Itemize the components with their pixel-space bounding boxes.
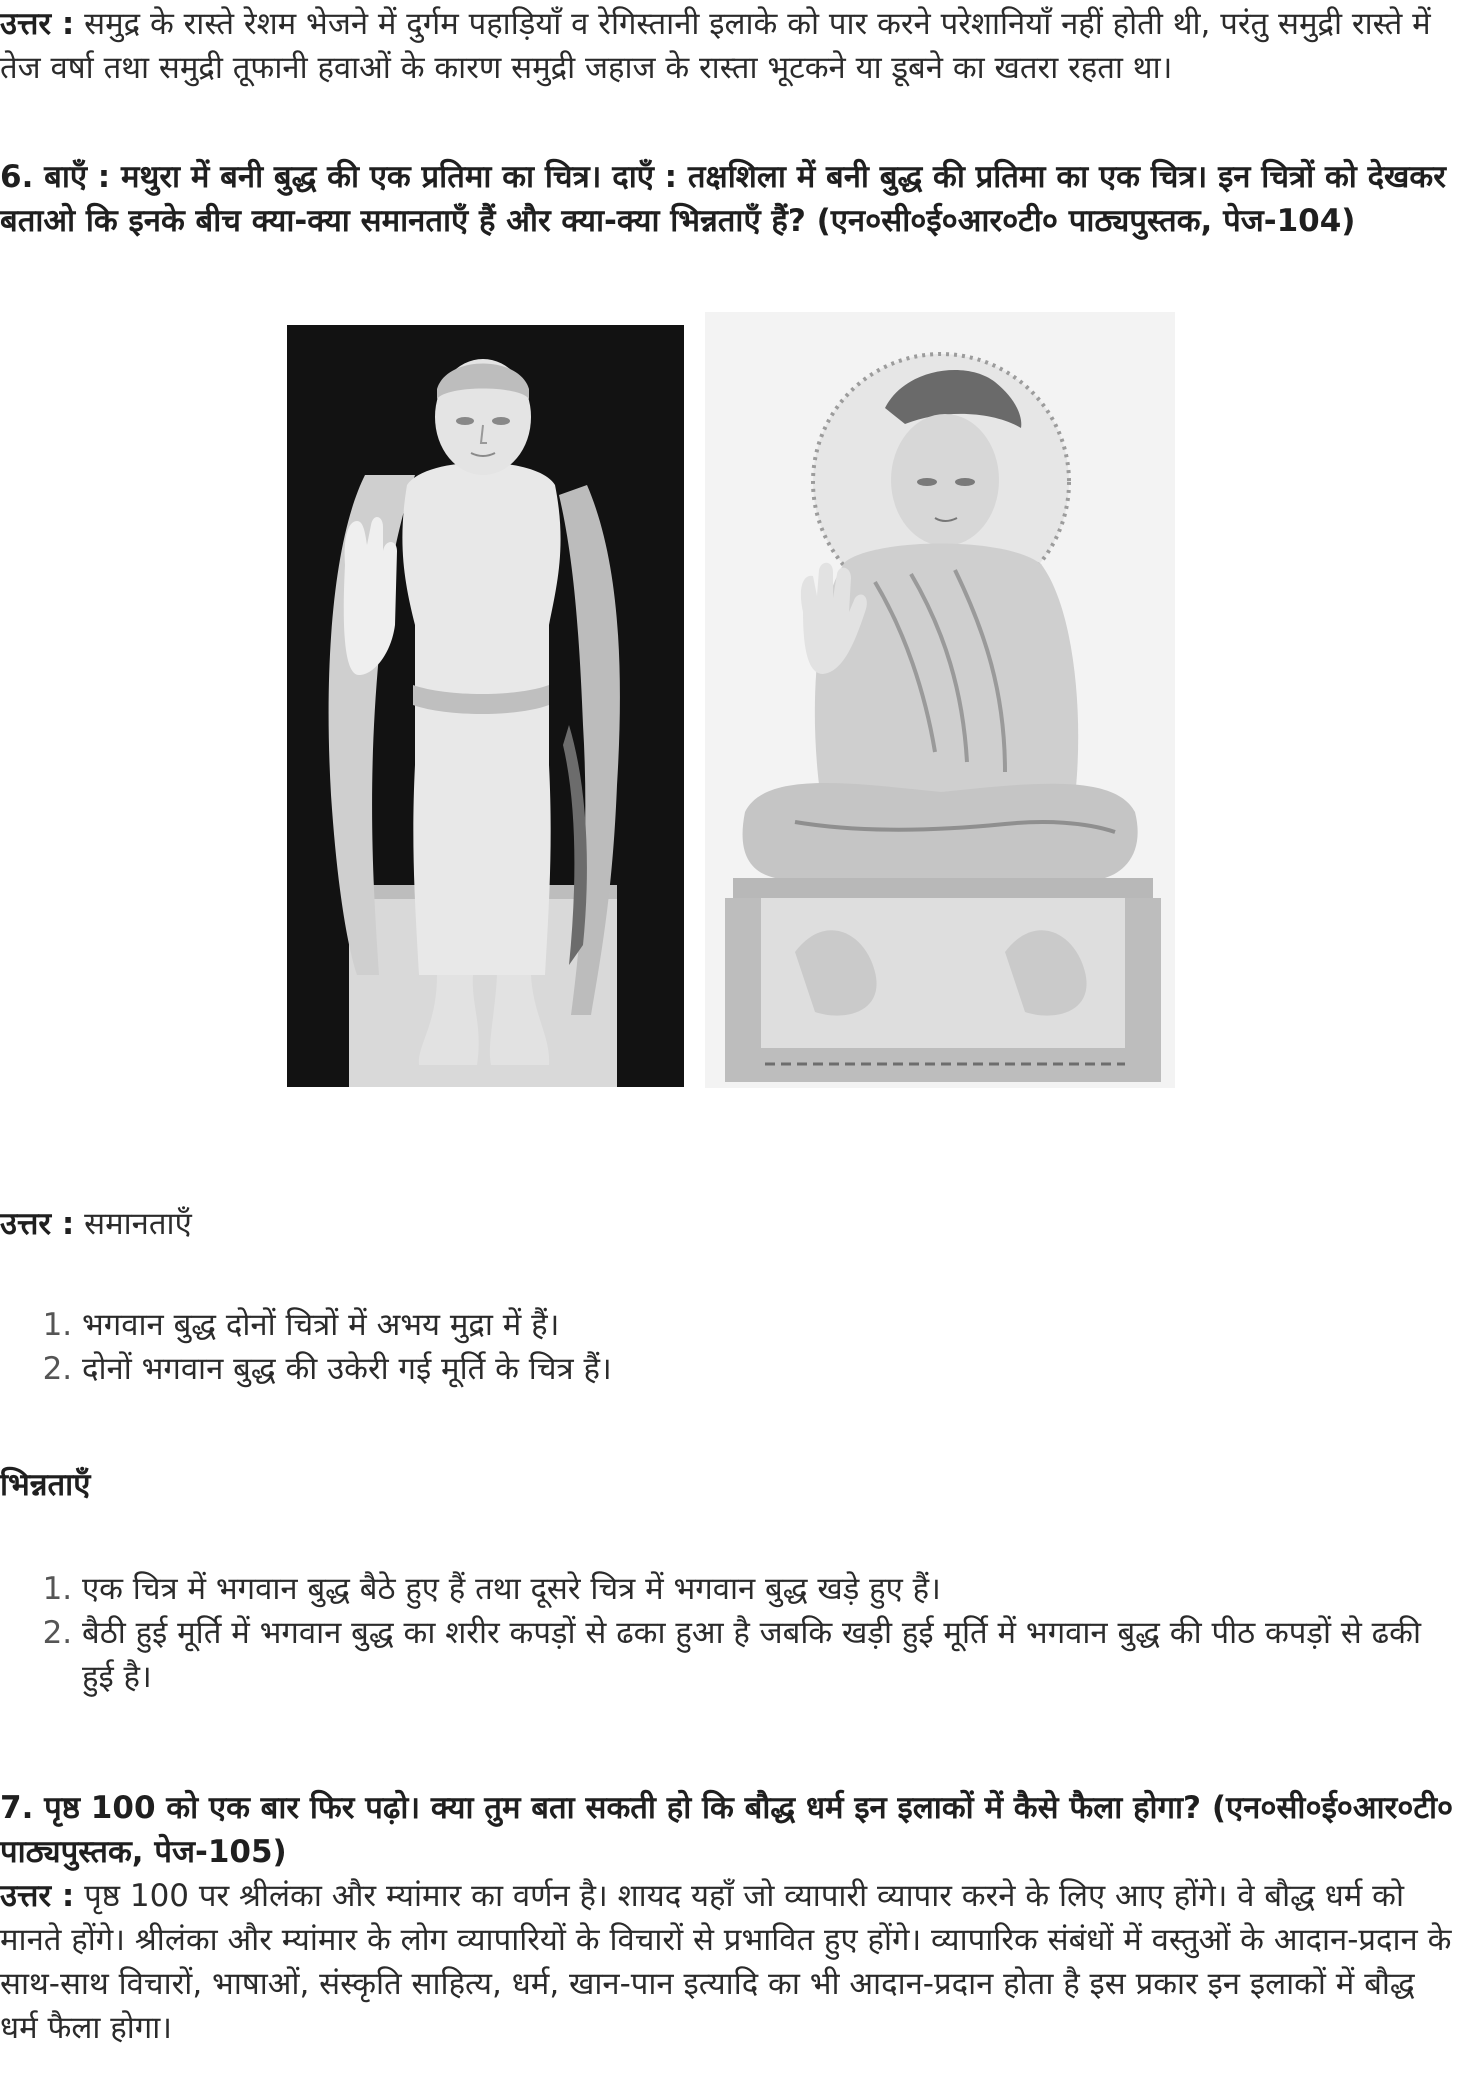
list-item: 2. दोनों भगवान बुद्ध की उकेरी गई मूर्ति के चित्र हैं। xyxy=(82,1347,1455,1391)
question-text: 7. पृष्ठ 100 को एक बार फिर पढ़ो। क्या तुम बता सकती हो कि बौद्ध धर्म इन इलाकों में कैसे फैला होगा? (एन०सी०ई०आर०टी० पाठ्यपुस्तक, पेज-105) xyxy=(0,1790,1454,1870)
section7-question xyxy=(0,1786,1455,1874)
seated-buddha-illustration xyxy=(705,312,1175,1088)
list-item: 2. बैठी हुई मूर्ति में भगवान बुद्ध का शरीर कपड़ों से ढका हुआ है जबकि खड़ी हुई मूर्ति में भगवान बुद्ध की पीठ कपड़ों से ढकी हुई है। xyxy=(82,1611,1455,1699)
differences-list-block xyxy=(0,1567,1455,1699)
similarities-heading: समानताएँ xyxy=(84,1206,192,1242)
differences-heading: भिन्नताएँ xyxy=(0,1467,91,1503)
list-item: 1. एक चित्र में भगवान बुद्ध बैठे हुए हैं तथा दूसरे चित्र में भगवान बुद्ध खड़े हुए हैं। xyxy=(82,1567,1455,1611)
differences-list xyxy=(0,1567,1455,1699)
similarities-list xyxy=(0,1303,1455,1391)
section6-answer-header xyxy=(0,1202,1455,1246)
section6-question xyxy=(0,155,1455,243)
answer-text: समुद्र के रास्ते रेशम भेजने में दुर्गम पहाड़ियाँ व रेगिस्तानी इलाके को पार करने परेशानियाँ नहीं होती थी, परंतु समुद्री रास्ते में तेज वर्षा तथा समुद्री तूफानी हवाओं के कारण समुद्री जहाज के रास्ता भूटकने या डूबने का खतरा रहता था। xyxy=(0,6,1431,86)
differences-heading-block xyxy=(0,1463,1455,1507)
answer-header-paragraph xyxy=(0,1202,1455,1246)
section7-answer-paragraph xyxy=(0,1874,1455,2050)
list-item: 1. भगवान बुद्ध दोनों चित्रों में अभय मुद्रा में हैं। xyxy=(82,1303,1455,1347)
question-text: 6. बाएँ : मथुरा में बनी बुद्ध की एक प्रतिमा का चित्र। दाएँ : तक्षशिला में बनी बुद्ध की प्रतिमा का एक चित्र। इन चित्रों को देखकर बताओ कि इनके बीच क्या-क्या समानताएँ हैं और क्या-क्या भिन्नताएँ हैं? (एन०सी०ई०आर०टी० पाठ्यपुस्तक, पेज-104) xyxy=(0,159,1446,239)
taxila-buddha-image xyxy=(705,312,1175,1088)
mathura-buddha-image xyxy=(287,325,684,1087)
section7-answer xyxy=(0,1874,1455,2050)
answer-label: उत्तर : xyxy=(0,1206,75,1242)
similarities-list-block xyxy=(0,1303,1455,1391)
answer-label: उत्तर : xyxy=(0,6,75,42)
answer-text: पृष्ठ 100 पर श्रीलंका और म्यांमार का वर्णन है। शायद यहाँ जो व्यापारी व्यापार करने के लिए आए होंगे। वे बौद्ध धर्म को मानते होंगे। श्रीलंका और म्यांमार के लोग व्यापारियों के विचारों से प्रभावित हुए होंगे। व्यापारिक संबंधों में वस्तुओं के आदान-प्रदान के साथ-साथ विचारों, भाषाओं, संस्कृति साहित्य, धर्म, खान-पान इत्यादि का भी आदान-प्रदान होता है इस प्रकार इन इलाकों में बौद्ध धर्म फैला होगा। xyxy=(0,1878,1452,2046)
answer-label: उत्तर : xyxy=(0,1878,75,1914)
section5-answer-paragraph xyxy=(0,2,1455,90)
section5-answer xyxy=(0,2,1455,90)
standing-buddha-illustration xyxy=(287,325,684,1087)
